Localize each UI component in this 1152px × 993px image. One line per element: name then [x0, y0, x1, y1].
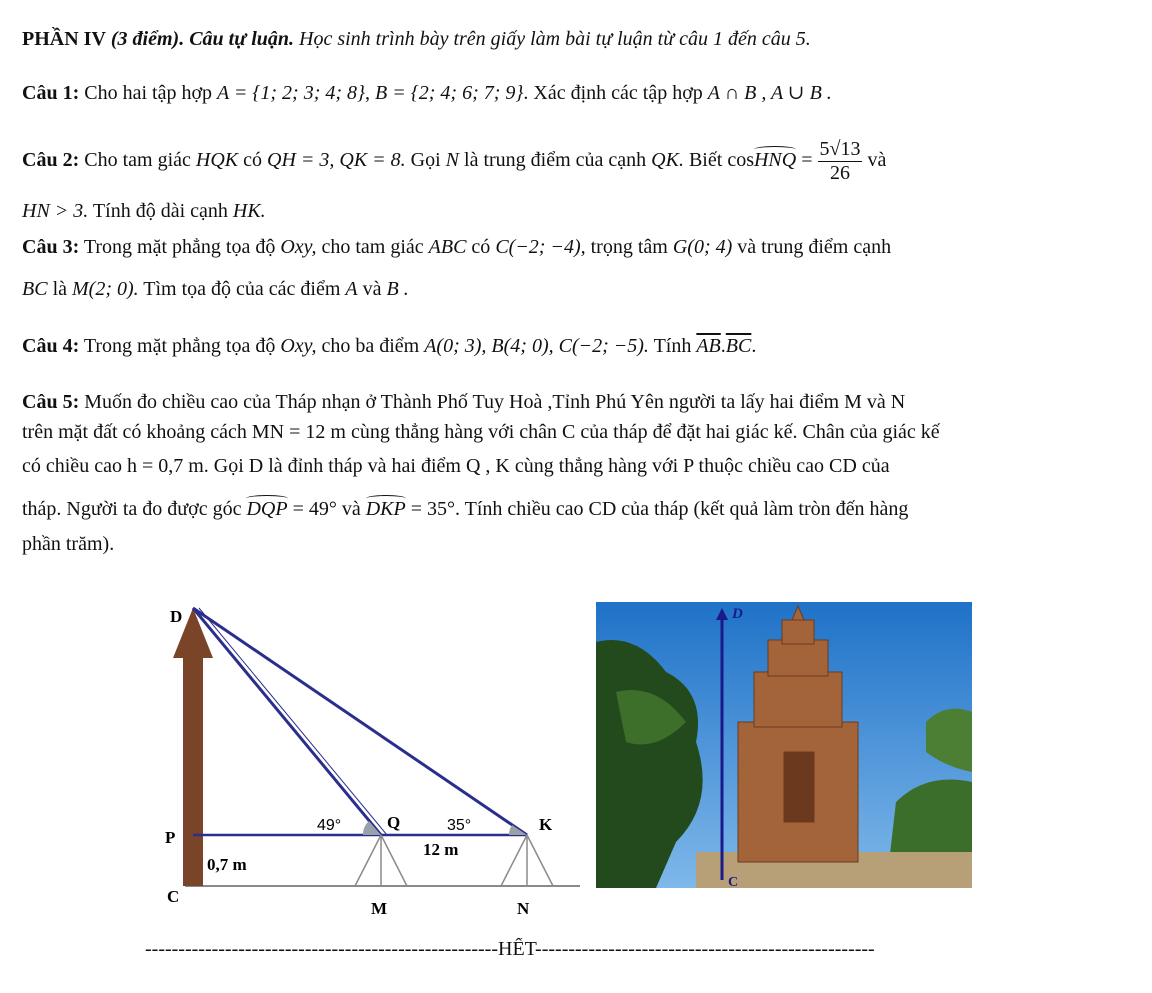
- q3-abc: ABC: [428, 236, 467, 258]
- q3-text-c: có: [471, 236, 491, 258]
- q3-text-h: và: [362, 278, 382, 300]
- q5-label: Câu 5:: [22, 391, 80, 413]
- photo-label-c: C: [728, 875, 739, 888]
- q4-vector-bc: $\overline{BC}$: [725, 335, 752, 357]
- q4-oxy: Oxy,: [280, 335, 317, 357]
- part-points: (3 điểm). Câu tự luận.: [110, 28, 295, 50]
- tower-diagram: [155, 598, 595, 928]
- q5-line-2: trên mặt đất có khoảng cách MN = 12 m cùng thẳng hàng với chân C của tháp để đặt hai giác kế. Chân của giác kế: [22, 421, 940, 443]
- label-c: C: [167, 887, 180, 906]
- q3-text-d: trọng tâm: [590, 236, 668, 258]
- part-title: PHẦN IV: [22, 28, 106, 50]
- end-dashes-left: -----------------------------------------------------: [145, 938, 498, 960]
- q2-label: Câu 2:: [22, 149, 80, 172]
- q3-label: Câu 3:: [22, 236, 80, 258]
- q5-line-5: phần trăm).: [22, 533, 115, 555]
- q4-label: Câu 4:: [22, 335, 80, 357]
- q4-vector-ab: $\overline{AB}$: [696, 335, 721, 357]
- question-1: Câu 1: Cho hai tập hợp A = {1; 2; 3; 4; 8}, B = {2; 4; 6; 7; 9}. Xác định các tập hợp A ∩ B , A ∪ B .: [22, 82, 832, 104]
- photo-label-d: D: [732, 606, 743, 622]
- label-m: M: [371, 899, 388, 918]
- end-dashes-right: ---------------------------------------------------: [535, 938, 875, 960]
- q2-cos: cos: [727, 149, 754, 172]
- q2-text-b: có: [243, 149, 262, 172]
- q2-given: QH = 3, QK = 8.: [267, 149, 406, 172]
- q4-end: .: [751, 335, 757, 357]
- q2-text-a: Cho tam giác: [84, 149, 191, 172]
- tower-shaft: [183, 648, 203, 886]
- q5-line-4c: = 35°. Tính chiều cao CD của tháp (kết quả làm tròn đến hàng: [410, 498, 909, 520]
- q3-point-g: G(0; 4): [672, 236, 733, 258]
- tower-photo: [596, 602, 972, 888]
- q2-text-c: Gọi: [410, 149, 441, 172]
- q4-dot: .: [720, 335, 726, 357]
- tripod-m: [355, 835, 407, 886]
- q3-bc: BC: [22, 278, 48, 300]
- q5-line-4b: = 49° và: [292, 498, 361, 520]
- question-5: [22, 391, 905, 414]
- q1-set-b: B = {2; 4; 6; 7; 9}: [375, 82, 524, 104]
- q1-text-a: Cho hai tập hợp: [84, 82, 213, 104]
- question-2: [22, 138, 886, 185]
- line-dk: [193, 608, 527, 835]
- q2-condition: HN > 3.: [22, 200, 89, 222]
- q1-text-b: . Xác định các tập hợp: [523, 82, 703, 104]
- question-3-line-2: [22, 278, 409, 301]
- q5-line-1: Muốn đo chiều cao của Tháp nhạn ở Thành Phố Tuy Hoà ,Tỉnh Phú Yên người ta lấy hai điểm M và N: [84, 391, 906, 413]
- q3-point-b: B .: [386, 278, 409, 300]
- q2-segment-hk: HK.: [232, 200, 266, 222]
- part-header: [22, 28, 811, 51]
- q3-text-f: là: [52, 278, 67, 300]
- q5-line-3: có chiều cao h = 0,7 m. Gọi D là đỉnh tháp và hai điểm Q , K cùng thẳng hàng với P thuộc chiều cao CD của: [22, 455, 890, 477]
- q2-task: Tính độ dài cạnh: [92, 200, 228, 222]
- q3-text-e: và trung điểm cạnh: [737, 236, 892, 258]
- q2-and: và: [867, 149, 887, 172]
- label-angle-35: 35°: [447, 817, 472, 834]
- question-4: [22, 335, 756, 358]
- label-height: 0,7 m: [207, 855, 247, 874]
- end-text: HẾT: [498, 938, 536, 960]
- q3-text-g: Tìm tọa độ của các điểm: [143, 278, 341, 300]
- end-marker: [145, 938, 1005, 961]
- q2-text-d: là trung điểm của cạnh: [464, 149, 647, 172]
- label-n: N: [517, 899, 530, 918]
- q1-set-a: A = {1; 2; 3; 4; 8}: [217, 82, 366, 104]
- label-d: D: [170, 607, 183, 626]
- q2-angle: HNQ: [753, 149, 797, 172]
- q4-text-b: cho ba điểm: [321, 335, 420, 357]
- q2-point-n: N: [445, 149, 460, 172]
- q3-text-b: cho tam giác: [321, 236, 424, 258]
- q3-text-a: Trong mặt phẳng tọa độ: [83, 236, 276, 258]
- tripod-n: [501, 835, 553, 886]
- q4-points: A(0; 3), B(4; 0), C(−2; −5).: [424, 335, 649, 357]
- label-distance: 12 m: [423, 840, 459, 859]
- q2-segment-qk: QK.: [651, 149, 684, 172]
- question-2-line-2: [22, 200, 266, 223]
- q3-point-m: M(2; 0).: [72, 278, 139, 300]
- angle-mark-k: [509, 825, 527, 835]
- q5-angle-dkp: DKP: [365, 498, 406, 520]
- part-instruction: Học sinh trình bày trên giấy làm bài tự luận từ câu 1 đến câu 5.: [299, 28, 811, 50]
- q2-text-e: Biết: [688, 149, 723, 172]
- label-angle-49: 49°: [317, 817, 342, 834]
- q3-point-a: A: [345, 278, 358, 300]
- q5-line-4a: tháp. Người ta đo được góc: [22, 498, 242, 520]
- q1-ops: A ∩ B , A ∪ B .: [707, 82, 832, 104]
- q2-triangle: HQK: [195, 149, 239, 172]
- q1-label: Câu 1:: [22, 82, 80, 104]
- q3-oxy: Oxy,: [280, 236, 317, 258]
- q3-point-c: C(−2; −4),: [495, 236, 586, 258]
- question-5-line-4: [22, 498, 908, 521]
- q2-equals: =: [801, 149, 813, 172]
- q2-fraction-den: 26: [829, 162, 850, 184]
- label-k: K: [539, 815, 553, 834]
- question-3: [22, 236, 891, 259]
- label-q: Q: [387, 813, 401, 832]
- line-dq: [193, 608, 381, 835]
- q4-text-c: Tính: [653, 335, 692, 357]
- q4-text-a: Trong mặt phẳng tọa độ: [83, 335, 276, 357]
- label-p: P: [165, 828, 176, 847]
- q2-fraction-num: 5√13: [819, 138, 861, 160]
- q5-angle-dqp: DQP: [246, 498, 288, 520]
- q2-fraction: [818, 138, 863, 185]
